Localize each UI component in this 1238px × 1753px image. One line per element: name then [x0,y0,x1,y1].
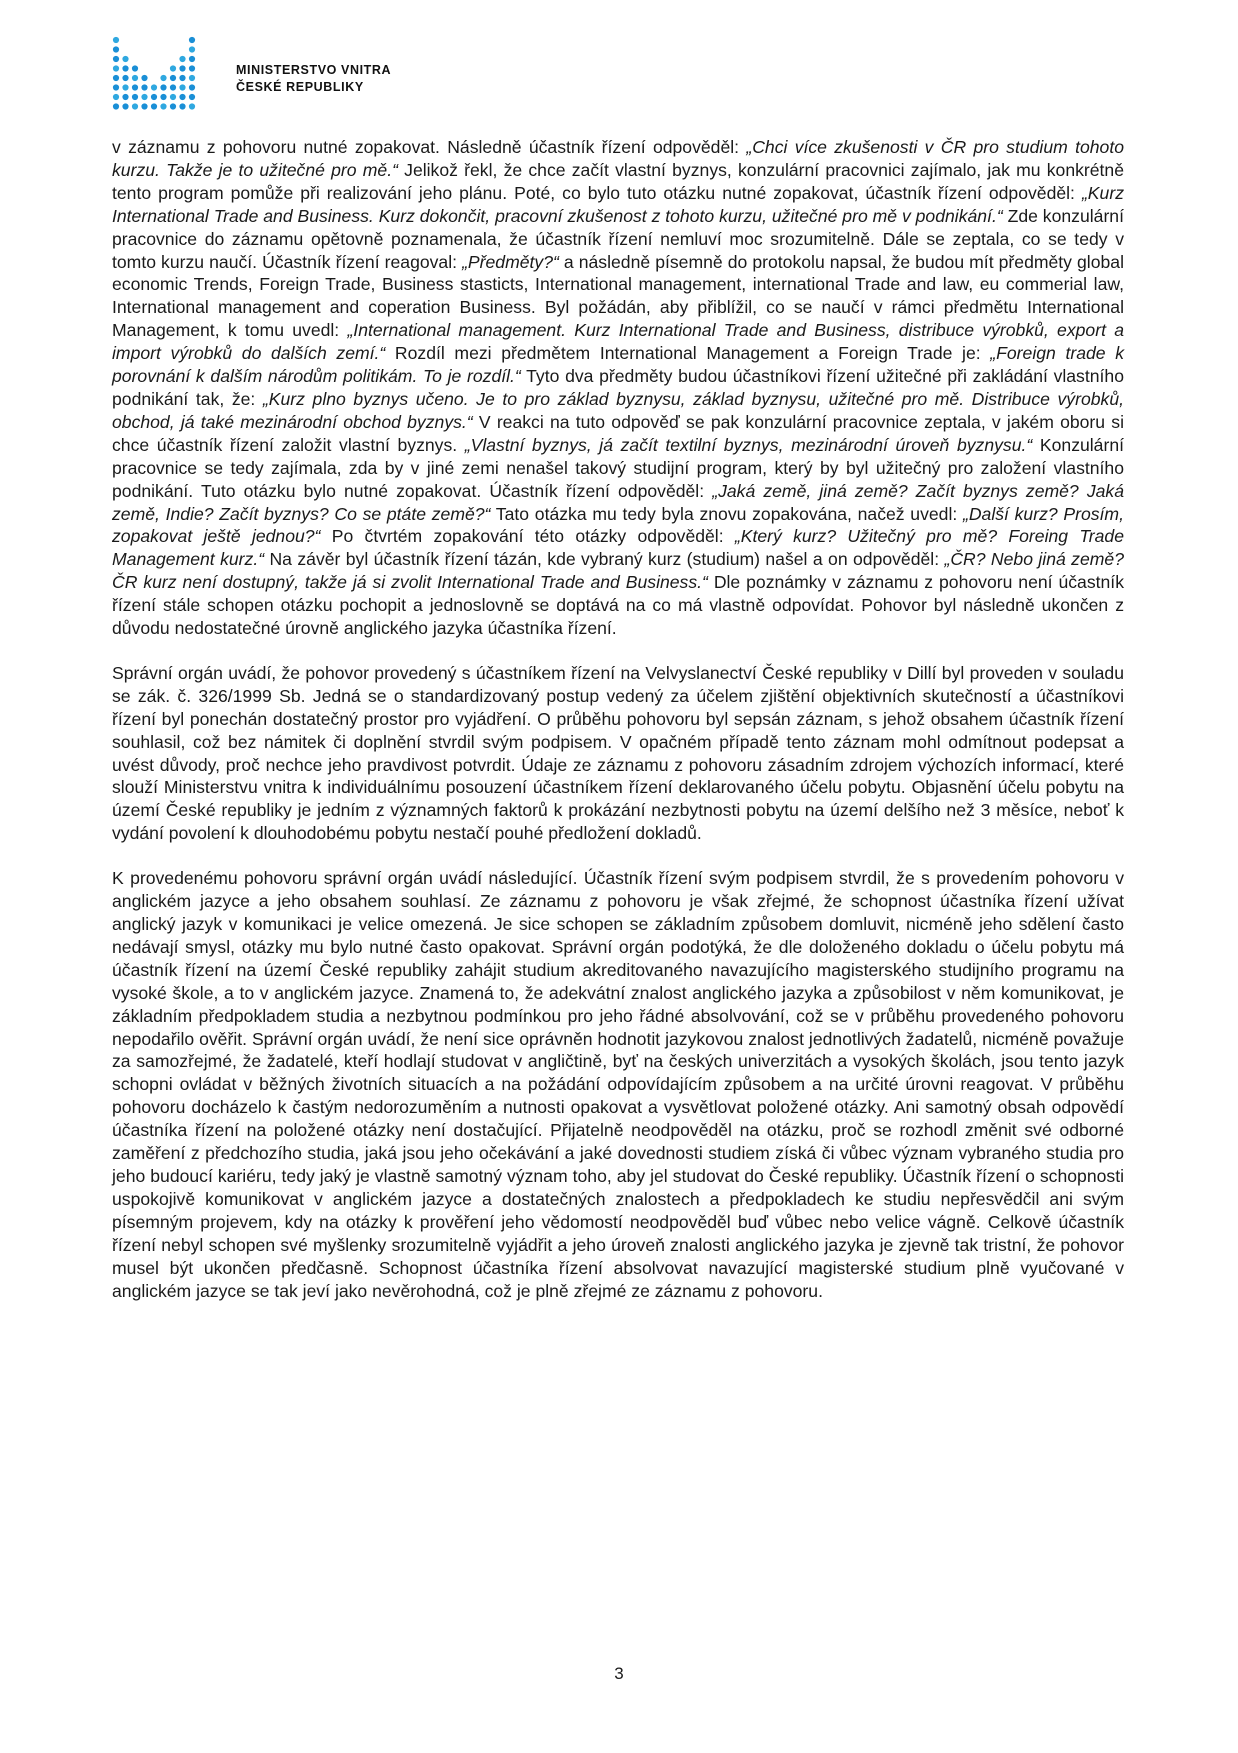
logo-dot [132,84,138,90]
logo-dot [122,56,128,62]
logo-dot [141,84,147,90]
quoted-answer: „Který kurz? Užitečný pro mě? Foreing Trade Management kurz.“ [112,526,1124,570]
paragraph-text: K provedenému pohovoru správní orgán uvádí následující. Účastník řízení svým podpisem stvrdil, že s provedením pohovoru v anglickém jazyce a jeho obsahem souhlasí. Ze záznamu z pohovoru je však zřejmé, že schopnost účastníka řízení užívat anglický jazyk v komunikaci je velice omezená. Je sice schopen se základním způsobem domluvit, nicméně jeho sdělení často nedávají smysl, otázky mu bylo nutné často opakovat. Správní orgán podotýká, že dle doloženého dokladu o účelu pobytu má účastník řízení na území České republiky zahájit studium akreditovaného navazujícího magisterského studijního programu na vysoké škole, a to v anglickém jazyce. Znamená to, že adekvátní znalost anglického jazyka a způsobilost v něm komunikovat, je základním předpokladem studia a nezbytnou podmínkou pro jeho řádné absolvování, což se v průběhu provedeného pohovoru nepodařilo ověřit. Správní orgán uvádí, že není sice oprávněn hodnotit jazykovou znalost jednotlivých žadatelů, nicméně považuje za samozřejmé, že žadatelé, kteří hodlají studovat v angličtině, byť na českých univerzitách a vysokých školách, jsou tento jazyk schopni ovládat v běžných životních situacích a na požádání odpovídajícím způsobem a na určité úrovni reagovat. V průběhu pohovoru docházelo k častým nedorozuměním a nutnosti opakovat a vysvětlovat položené otázky. Ani samotný obsah odpovědí účastníka řízení na položené otázky není dostačující. Přijatelně neodpověděl na otázku, proč se rozhodl změnit své odborné zaměření z předchozího studia, jaká jsou jeho očekávání a jaké dovednosti studiem získá či vůbec význam vybraného studia pro jeho budoucí kariéru, tedy jaký je vlastně samotný význam toho, aby jel studovat do České republiky. Účastník řízení o schopnosti uspokojivě komunikovat v anglickém jazyce a dostatečných znalostech a předpokladech ke studiu nepřesvědčil ani svým písemným projevem, kdy na otázky k prověření jeho vědomostí neodpověděl buď vůbec nebo velice vágně. Celkově účastník řízení nebyl schopen své myšlenky srozumitelně vyjádřit a jeho úroveň znalosti anglického jazyka je zjevně tak tristní, že pohovor musel být ukončen předčasně. Schopnost účastníka řízení absolvovat navazující magisterské studium plně vyučované v anglickém jazyce se tak jeví jako nevěrohodná, což je plně zřejmé ze záznamu z pohovoru. [112,868,1124,1301]
logo-dot [113,46,119,52]
quoted-answer: „Foreign trade k porovnání k dalším národům politikám. To je rozdíl.“ [112,343,1124,387]
logo-dot [170,65,176,71]
logo-dot [189,46,195,52]
paragraph-text: v záznamu z pohovoru nutné zopakovat. Následně účastník řízení odpověděl: [112,137,747,157]
logo-dot [189,94,195,100]
logo-dot [122,84,128,90]
logo-dot [113,65,119,71]
logo-dot [113,56,119,62]
logo-dot [141,94,147,100]
logo-dot [170,103,176,109]
logo-dot [113,94,119,100]
logo-dot [122,65,128,71]
logo-dot [151,103,157,109]
logo-dot [189,84,195,90]
paragraph-text: Zde konzulární pracovnice do záznamu opětovně poznamenala, že účastník řízení nemluví moc srozumitelně. Dále se zeptala, co se tedy v tomto kurzu naučí. Účastník řízení reagoval: [112,205,1124,272]
logo-dot [160,94,166,100]
paragraph [112,136,1124,640]
logo-dot [122,103,128,109]
logo-dot [160,75,166,81]
ministry-name-line1: MINISTERSTVO VNITRA [236,63,392,77]
logo-dot [170,84,176,90]
logo-dot [132,75,138,81]
logo-dot [179,103,185,109]
paragraph-text: V reakci na tuto odpověď se pak konzulární pracovnice zeptala, v jakém oboru si chce účastník řízení založit vlastní byznys. [112,411,1124,455]
paragraph-text: Dle poznámky v záznamu z pohovoru není účastník řízení stále schopen otázku pochopit a jednoslovně se doptává na co má vlastně odpovídat. Pohovor byl následně ukončen z důvodu nedostatečné úrovně anglického jazyka účastníka řízení. [112,572,1124,639]
paragraph-text: Tato otázka mu tedy byla znovu zopakována, načež uvedl: [490,503,963,524]
logo-dot [179,75,185,81]
paragraph-text: a následně písemně do protokolu napsal, že budou mít předměty global economic Trends, Foreign Trade, Business stasticts, International management, international Trade and law, eu commerial law, International management and coperation Business. Byl požádán, aby přiblížil, co se naučí v rámci předmětu International Management, k tomu uvedl: [112,251,1124,341]
paragraph [112,662,1124,845]
paragraph-text: Správní orgán uvádí, že pohovor provedený s účastníkem řízení na Velvyslanectví České republiky v Dillí byl proveden v souladu se zák. č. 326/1999 Sb. Jedná se o standardizovaný postup vedený za účelem zjištění objektivních skutečností a účastníkovi řízení byl ponechán dostatečný prostor pro vyjádření. O průběhu pohovoru byl sepsán záznam, s jehož obsahem účastník řízení souhlasil, což bez námitek či doplnění stvrdil svým podpisem. V opačném případě tento záznam mohl odmítnout podepsat a uvést důvody, proč nechce jeho pravdivost potvrdit. Údaje ze záznamu z pohovoru zásadním zdrojem výchozích informací, které slouží Ministerstvu vnitra k individuálnímu posouzení účastníkem řízení deklarovaného účelu pobytu. Objasnění účelu pobytu na území České republiky je jedním z významných faktorů k prokázání nezbytnosti pobytu na území delšího než 3 měsíce, neboť k vydání povolení k dlouhodobému pobytu nestačí pouhé předložení dokladů. [112,662,1124,844]
quoted-answer: „ČR? Nebo jiná země? ČR kurz není dostupný, takže já si zvolit International Trade and Business.“ [112,549,1124,593]
ministry-name [236,62,391,96]
letterhead [110,34,510,114]
logo-dot [132,94,138,100]
quoted-answer: „Jaká země, jiná země? Začít byznys země? Jaká země, Indie? Začít byznys? Co se ptáte země?“ [112,480,1124,524]
paragraph [112,867,1124,1302]
logo-dot [170,94,176,100]
quoted-answer: „Vlastní byznys, já začít textilní byznys, mezinárodní úroveň byznysu.“ [464,434,1033,455]
quoted-answer: „Chci více zkušenosti v ČR pro studium tohoto kurzu. Takže je to užitečné pro mě.“ [112,137,1124,180]
logo-dot [179,65,185,71]
quoted-answer: „Další kurz? Prosím, zopakovat ještě jednou?“ [112,503,1124,547]
logo-dot [141,75,147,81]
quoted-answer: „Kurz International Trade and Business. Kurz dokončit, pracovní zkušenost z tohoto kurzu, užitečné pro mě v podnikání.“ [112,182,1124,226]
logo-dot [179,94,185,100]
logo-dot [179,84,185,90]
page-number: 3 [614,1664,624,1683]
logo-dot [160,103,166,109]
logo-dot [189,37,195,43]
logo-dot [189,103,195,109]
logo-dot [170,75,176,81]
logo-dot [122,75,128,81]
logo-dot [189,65,195,71]
logo-dot [113,103,119,109]
quoted-answer: „Kurz plno byznys učeno. Je to pro základ byznysu, základ byznysu, užitečné pro mě. Distribuce výrobků, obchod, já také mezinárodní obchod byznys.“ [112,388,1124,432]
ministry-dots-logo-icon [110,34,220,114]
logo-dot [122,94,128,100]
quoted-answer: „Předměty?“ [462,251,559,272]
paragraph-text: Rozdíl mezi předmětem International Management a Foreign Trade je: [385,343,991,364]
logo-dot [113,75,119,81]
paragraph-text: Jelikož řekl, že chce začít vlastní byznys, konzulární pracovnici zajímalo, jak mu konkrétně tento program pomůže při realizování jeho plánu. Poté, co bylo tuto otázku nutné zopakovat, účastník řízení odpověděl: [112,159,1124,203]
logo-dot [189,56,195,62]
logo-dot [179,56,185,62]
quoted-answer: „International management. Kurz International Trade and Business, distribuce výrobků, export a import výrobků do dalších zemí.“ [112,320,1124,364]
paragraph-text: Na závěr byl účastník řízení tázán, kde vybraný kurz (studium) našel a on odpověděl: [264,549,945,570]
paragraph-text: Konzulární pracovnice se tedy zajímala, zda by v jiné zemi nenašel takový studijní program, který by byl užitečný pro založení vlastního podnikání. Tuto otázku bylo nutné zopakovat. Účastník řízení odpověděl: [112,434,1124,501]
logo-dot [160,84,166,90]
document-body [112,136,1124,1324]
logo-dot [113,84,119,90]
ministry-name-line2: ČESKÉ REPUBLIKY [236,80,364,94]
paragraph-text: Po čtvrtém zopakování této otázky odpověděl: [320,526,735,547]
logo-dot [151,84,157,90]
logo-dot [141,103,147,109]
logo-dot [132,103,138,109]
paragraph-text: Tyto dva předměty budou účastníkovi řízení užitečné při zakládání vlastního podnikání tak, že: [112,366,1124,409]
logo-dot [132,65,138,71]
logo-dot [113,37,119,43]
logo-dot [189,75,195,81]
logo-dot [151,94,157,100]
